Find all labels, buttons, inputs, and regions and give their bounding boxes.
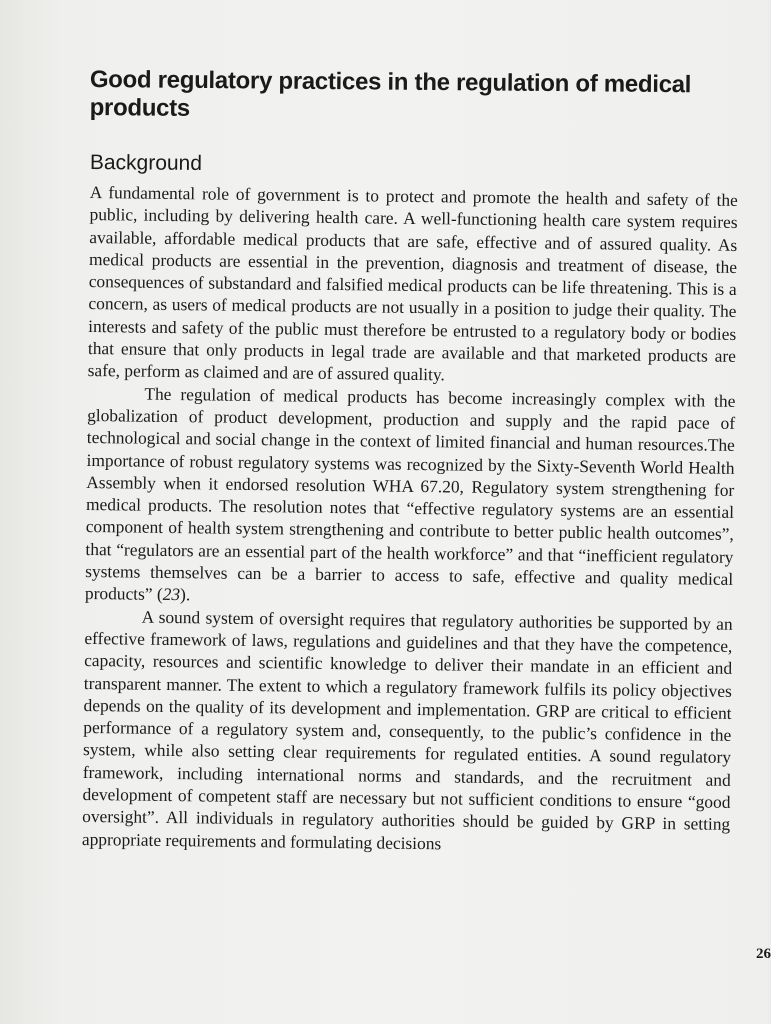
page-number: 26	[756, 946, 771, 962]
section-heading-background: Background	[89, 150, 203, 175]
page-title: Good regulatory practices in the regulation of medical products	[89, 66, 692, 122]
paragraph-1: A fundamental role of government is to protect and promote the health and safety of the public, including by delivering health care. A well-functioning health care system requires available, affordable medical products that are safe, effective and of assured quality. As medical products are essential in the prevention, diagnosis and treatment of disease, the consequences of substandard and falsified medical products can be life threatening. This is a concern, as users of medical products are not usually in a position to judge their quality. The interests and safety of the public must therefore be entrusted to a regulatory body or bodies that ensure that only products in legal trade are available and that marketed products are safe, perform as claimed and are of assured quality.	[87, 181, 738, 385]
body-text	[82, 181, 738, 858]
paragraph-2-text-end: ).	[179, 584, 191, 605]
paragraph-3: A sound system of oversight requires that regulatory authorities be supported by an effective framework of laws, regulations and guidelines and that they have the competence, capacity, resources and scientific knowledge to deliver their mandate in an efficient and transparent manner. The extent to which a regulatory framework fulfils its policy objectives depends on the quality of its development and implementation. GRP are critical to efficient performance of a regulatory system and, consequently, to the public’s confidence in the system, while also setting clear requirements for regulated entities. A sound regulatory framework, including international norms and standards, and the recruitment and development of competent staff are necessary but not sufficient conditions to ensure “good oversight”. All individuals in regulatory authorities should be guided by GRP in setting appropriate requirements and formulating decisions	[81, 606, 733, 853]
citation-reference: 23	[162, 584, 181, 605]
paragraph-2-text: The regulation of medical products has become increasingly complex with the globalization of product development, production and supply and the rapid pace of technological and social change in the context of limited financial and human resources.The importance of robust regulatory systems was recognized by the Sixty-Seventh World Health Assembly when it endorsed resolution WHA 67.20, Regulatory system strengthening for medical products. The resolution notes that “effective regulatory systems are an essential component of health system strengthening and contribute to better public health outcomes”, that “regulators are an essential part of the health workforce” and that “inefficient regulatory systems themselves can be a barrier to access to safe, effective and quality medical products” (	[84, 383, 736, 605]
paragraph-2	[85, 382, 736, 613]
